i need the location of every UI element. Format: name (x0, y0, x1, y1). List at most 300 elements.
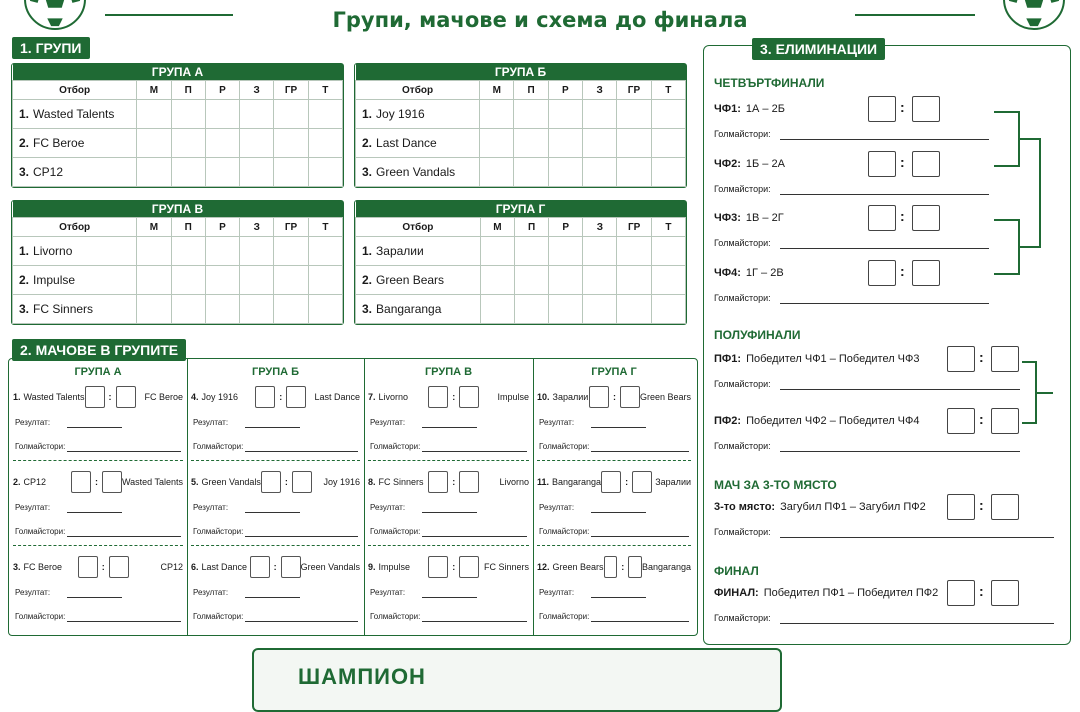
column-header: Р (205, 218, 239, 237)
match-pairing: Победител ЧФ2 – Победител ЧФ4 (746, 415, 920, 427)
result-label: Резултат: (193, 418, 229, 427)
scorers-label: Голмайстори: (15, 442, 66, 451)
match-number: 6. (191, 562, 199, 572)
result-line[interactable] (245, 596, 300, 598)
away-score-box[interactable] (292, 471, 312, 493)
scorers-label: Голмайстори: (193, 527, 244, 536)
score-separator: : (979, 497, 984, 513)
section-elimination-tab: 3. ЕЛИМИНАЦИИ (752, 38, 885, 60)
stat-cell[interactable] (617, 266, 651, 295)
score-separator: : (452, 477, 456, 487)
result-line[interactable] (67, 511, 122, 513)
match-card (533, 461, 695, 543)
result-line[interactable] (422, 426, 477, 428)
match-pairing: 1А – 2Б (745, 103, 785, 115)
scorers-label: Голмайстори: (370, 612, 421, 621)
stat-cell[interactable] (137, 295, 171, 324)
home-score-box[interactable] (428, 471, 448, 493)
bracket-line (1018, 138, 1040, 140)
away-team: Green Bears (639, 392, 691, 402)
match-number: 1. (13, 392, 21, 402)
stat-cell[interactable] (274, 129, 308, 158)
team-row (356, 266, 686, 295)
match-number: 8. (368, 477, 376, 487)
elimination-match (714, 501, 926, 513)
match-card (364, 546, 533, 628)
away-score-box[interactable] (620, 386, 640, 408)
stat-cell[interactable] (583, 266, 617, 295)
match-number: 9. (368, 562, 376, 572)
result-label: Резултат: (193, 588, 229, 597)
stat-cell[interactable] (171, 100, 205, 129)
scorers-label: Голмайстори: (714, 379, 771, 389)
scorers-line[interactable] (780, 248, 989, 249)
stat-cell[interactable] (137, 237, 171, 266)
stat-cell[interactable] (549, 295, 583, 324)
away-team: FC Beroe (144, 392, 183, 402)
stat-cell[interactable] (137, 100, 171, 129)
stat-cell[interactable] (617, 129, 651, 158)
stat-cell[interactable] (205, 266, 239, 295)
column-header: Отбор (356, 81, 480, 100)
team-name: CP12 (33, 165, 64, 179)
result-label: Резултат: (370, 418, 406, 427)
team-row (356, 100, 686, 129)
team-number: 2. (19, 136, 30, 150)
stat-cell[interactable] (205, 100, 239, 129)
home-team: FC Beroe (23, 562, 63, 572)
group-title: ГРУПА А (13, 64, 343, 81)
scorers-label: Голмайстори: (714, 441, 771, 451)
stat-cell[interactable] (651, 129, 685, 158)
column-header: ГР (274, 218, 308, 237)
column-header: Отбор (13, 218, 137, 237)
team-number: 2. (362, 273, 373, 287)
third-place-heading: МАЧ ЗА 3-ТО МЯСТО (714, 478, 837, 492)
away-score-box[interactable] (116, 386, 136, 408)
team-row (13, 100, 343, 129)
elimination-match (714, 353, 920, 365)
stat-cell[interactable] (549, 237, 583, 266)
scorers-line[interactable] (591, 535, 689, 537)
score-separator: : (979, 583, 984, 599)
match-column-title: ГРУПА Б (251, 366, 300, 378)
scorers-line[interactable] (591, 620, 689, 622)
stat-cell[interactable] (480, 295, 514, 324)
away-score-box[interactable] (991, 346, 1019, 372)
column-header: М (137, 218, 171, 237)
scorers-line[interactable] (422, 535, 527, 537)
scorers-label: Голмайстори: (539, 442, 590, 451)
stat-cell[interactable] (308, 100, 342, 129)
stat-cell[interactable] (514, 158, 548, 187)
scorers-label: Голмайстори: (714, 527, 771, 537)
score-separator: : (284, 477, 288, 487)
stat-cell[interactable] (205, 129, 239, 158)
stat-cell[interactable] (240, 295, 274, 324)
stat-cell[interactable] (308, 266, 342, 295)
scorers-label: Голмайстори: (193, 612, 244, 621)
score-separator: : (452, 392, 456, 402)
scorers-line[interactable] (780, 623, 1054, 624)
scorers-line[interactable] (780, 389, 1020, 390)
stat-cell[interactable] (480, 158, 514, 187)
match-card (9, 461, 187, 543)
column-header: М (480, 218, 514, 237)
home-team: Bangaranga (552, 477, 602, 487)
stat-cell[interactable] (240, 100, 274, 129)
stat-cell[interactable] (617, 295, 651, 324)
stat-cell[interactable] (205, 237, 239, 266)
home-score-box[interactable] (868, 205, 896, 231)
quarterfinals-heading: ЧЕТВЪРТФИНАЛИ (714, 76, 825, 90)
bracket-line (1018, 246, 1040, 248)
elimination-match (714, 267, 784, 279)
match-card (9, 376, 187, 458)
home-score-box[interactable] (868, 96, 896, 122)
team-row (13, 129, 343, 158)
scorers-line[interactable] (422, 450, 527, 452)
scorers-line[interactable] (245, 620, 358, 622)
stat-cell[interactable] (274, 266, 308, 295)
home-score-box[interactable] (250, 556, 270, 578)
team-number: 1. (362, 244, 373, 258)
bracket-line (994, 165, 1019, 167)
match-column-title: ГРУПА А (74, 366, 122, 378)
scorers-line[interactable] (67, 535, 181, 537)
stat-cell[interactable] (548, 158, 582, 187)
team-number: 2. (19, 273, 30, 287)
team-row (356, 237, 686, 266)
away-team: Last Dance (314, 392, 361, 402)
stat-cell[interactable] (480, 237, 514, 266)
column-header: П (171, 81, 205, 100)
stat-cell[interactable] (308, 129, 342, 158)
result-label: Резултат: (370, 503, 406, 512)
stat-cell[interactable] (651, 237, 685, 266)
match-pairing: 1Г – 2В (745, 267, 784, 279)
stat-cell[interactable] (617, 100, 651, 129)
away-score-box[interactable] (459, 471, 479, 493)
result-label: Резултат: (15, 588, 51, 597)
team-name: Green Vandals (376, 165, 456, 179)
stat-cell[interactable] (240, 237, 274, 266)
match-card (533, 376, 695, 458)
stat-cell[interactable] (514, 100, 548, 129)
home-score-box[interactable] (85, 386, 105, 408)
result-line[interactable] (422, 511, 477, 513)
score-separator: : (94, 477, 98, 487)
stat-cell[interactable] (548, 100, 582, 129)
scorers-line[interactable] (67, 620, 181, 622)
away-score-box[interactable] (628, 556, 642, 578)
score-separator: : (612, 392, 616, 402)
away-score-box[interactable] (991, 408, 1019, 434)
stat-cell[interactable] (171, 129, 205, 158)
stat-cell[interactable] (308, 237, 342, 266)
scorers-label: Голмайстори: (539, 527, 590, 536)
away-team: Joy 1916 (323, 477, 360, 487)
away-score-box[interactable] (281, 556, 301, 578)
stat-cell[interactable] (651, 158, 685, 187)
result-label: Резултат: (539, 503, 575, 512)
stat-cell[interactable] (582, 129, 616, 158)
stat-cell[interactable] (480, 129, 514, 158)
away-score-box[interactable] (991, 580, 1019, 606)
column-header: Р (548, 81, 582, 100)
away-score-box[interactable] (912, 205, 940, 231)
scorers-line[interactable] (67, 450, 181, 452)
match-column (533, 359, 695, 635)
home-score-box[interactable] (71, 471, 91, 493)
stat-cell[interactable] (480, 100, 514, 129)
away-score-box[interactable] (912, 96, 940, 122)
stat-cell[interactable] (514, 129, 548, 158)
match-code: ЧФ4: (714, 267, 741, 279)
result-label: Резултат: (539, 418, 575, 427)
column-header: Р (549, 218, 583, 237)
match-number: 4. (191, 392, 199, 402)
home-score-box[interactable] (589, 386, 609, 408)
match-pairing: Победител ПФ1 – Победител ПФ2 (763, 587, 939, 599)
team-row (356, 295, 686, 324)
home-team: Wasted Talents (23, 392, 85, 402)
stat-cell[interactable] (582, 158, 616, 187)
away-team: Impulse (497, 392, 530, 402)
column-header: ГР (617, 218, 651, 237)
scorers-label: Голмайстори: (15, 527, 66, 536)
result-line[interactable] (591, 511, 646, 513)
match-pairing: Победител ЧФ1 – Победител ЧФ3 (746, 353, 920, 365)
scorers-line[interactable] (780, 139, 989, 140)
match-column-title: ГРУПА В (424, 366, 473, 378)
match-column (364, 359, 534, 635)
home-team: FC Sinners (378, 477, 424, 487)
result-line[interactable] (591, 596, 646, 598)
home-score-box[interactable] (868, 260, 896, 286)
team-name: FC Beroe (33, 136, 85, 150)
column-header: З (240, 218, 274, 237)
stat-cell[interactable] (308, 158, 342, 187)
stat-cell[interactable] (651, 100, 685, 129)
stat-cell[interactable] (549, 266, 583, 295)
result-line[interactable] (67, 596, 122, 598)
stat-cell[interactable] (171, 237, 205, 266)
stat-cell[interactable] (171, 158, 205, 187)
scorers-line[interactable] (780, 451, 1020, 452)
stat-cell[interactable] (514, 237, 548, 266)
score-separator: : (279, 392, 283, 402)
match-column (9, 359, 188, 635)
section-groups-tab: 1. ГРУПИ (12, 37, 90, 59)
team-number: 2. (362, 136, 373, 150)
team-number: 3. (19, 165, 30, 179)
stat-cell[interactable] (651, 266, 685, 295)
scorers-line[interactable] (780, 303, 989, 304)
match-card (9, 546, 187, 628)
bracket-line (1035, 392, 1053, 394)
home-team: Last Dance (201, 562, 248, 572)
stat-cell[interactable] (274, 100, 308, 129)
column-header: Т (308, 218, 342, 237)
team-name: FC Sinners (33, 302, 94, 316)
home-score-box[interactable] (868, 151, 896, 177)
away-score-box[interactable] (991, 494, 1019, 520)
scorers-label: Голмайстори: (714, 129, 771, 139)
group-matches-panel (8, 358, 698, 636)
match-code: 3-то място: (714, 501, 776, 513)
home-score-box[interactable] (601, 471, 621, 493)
scorers-label: Голмайстори: (714, 613, 771, 623)
scorers-line[interactable] (245, 535, 358, 537)
home-score-box[interactable] (604, 556, 618, 578)
result-line[interactable] (245, 511, 300, 513)
stat-cell[interactable] (171, 295, 205, 324)
score-separator: : (108, 392, 112, 402)
result-line[interactable] (422, 596, 477, 598)
match-card (533, 546, 695, 628)
stat-cell[interactable] (617, 237, 651, 266)
section-matches-tab: 2. МАЧОВЕ В ГРУПИТЕ (12, 339, 186, 361)
away-score-box[interactable] (459, 386, 479, 408)
away-score-box[interactable] (632, 471, 652, 493)
elimination-match (714, 158, 785, 170)
home-score-box[interactable] (947, 494, 975, 520)
away-score-box[interactable] (459, 556, 479, 578)
team-name: Last Dance (376, 136, 437, 150)
column-header: ГР (617, 81, 651, 100)
stat-cell[interactable] (514, 266, 548, 295)
scorers-line[interactable] (422, 620, 527, 622)
away-score-box[interactable] (912, 260, 940, 286)
stat-cell[interactable] (137, 158, 171, 187)
home-score-box[interactable] (428, 386, 448, 408)
result-label: Резултат: (539, 588, 575, 597)
column-header: З (583, 218, 617, 237)
match-number: 12. (537, 562, 550, 572)
team-row (13, 266, 343, 295)
stat-cell[interactable] (274, 295, 308, 324)
away-score-box[interactable] (286, 386, 306, 408)
away-score-box[interactable] (912, 151, 940, 177)
away-team: Wasted Talents (121, 477, 183, 487)
away-score-box[interactable] (102, 471, 122, 493)
stat-cell[interactable] (480, 266, 514, 295)
group-table (11, 63, 344, 188)
match-pairing: 1Б – 2А (745, 158, 785, 170)
home-score-box[interactable] (78, 556, 98, 578)
score-separator: : (979, 349, 984, 365)
scorers-label: Голмайстори: (714, 238, 771, 248)
stat-cell[interactable] (205, 158, 239, 187)
column-header: П (514, 81, 548, 100)
column-header: Отбор (356, 218, 481, 237)
scorers-line[interactable] (245, 450, 358, 452)
stat-cell[interactable] (514, 295, 548, 324)
stat-cell[interactable] (617, 158, 651, 187)
stat-cell[interactable] (240, 158, 274, 187)
stat-cell[interactable] (240, 266, 274, 295)
stat-cell[interactable] (308, 295, 342, 324)
stat-cell[interactable] (171, 266, 205, 295)
bracket-line (1022, 361, 1036, 363)
stat-cell[interactable] (137, 266, 171, 295)
bracket-line (1039, 138, 1041, 248)
group-title: ГРУПА Б (356, 64, 686, 81)
score-separator: : (900, 154, 905, 170)
stat-cell[interactable] (137, 129, 171, 158)
stat-cell[interactable] (240, 129, 274, 158)
home-score-box[interactable] (947, 408, 975, 434)
champion-label: ШАМПИОН (298, 664, 426, 689)
scorers-label: Голмайстори: (193, 442, 244, 451)
team-name: Livorno (33, 244, 73, 258)
scorers-label: Голмайстори: (714, 293, 771, 303)
match-code: ЧФ3: (714, 212, 741, 224)
page-subtitle: Групи, мачове и схема до финала (332, 8, 748, 32)
match-number: 3. (13, 562, 21, 572)
bracket-line (994, 111, 1019, 113)
home-score-box[interactable] (255, 386, 275, 408)
score-separator: : (900, 263, 905, 279)
away-team: Livorno (499, 477, 530, 487)
home-team: Зaралии (552, 392, 589, 402)
team-row (13, 158, 343, 187)
home-score-box[interactable] (261, 471, 281, 493)
scorers-line[interactable] (591, 450, 689, 452)
scorers-line[interactable] (780, 537, 1054, 538)
stat-cell[interactable] (274, 237, 308, 266)
result-line[interactable] (67, 426, 122, 428)
team-number: 1. (19, 244, 30, 258)
team-number: 1. (362, 107, 373, 121)
stat-cell[interactable] (205, 295, 239, 324)
score-separator: : (625, 477, 629, 487)
stat-cell[interactable] (548, 129, 582, 158)
column-header: М (480, 81, 514, 100)
stat-cell[interactable] (274, 158, 308, 187)
home-team: Joy 1916 (201, 392, 239, 402)
bracket-line (1022, 422, 1036, 424)
score-separator: : (900, 208, 905, 224)
scorers-label: Голмайстори: (539, 612, 590, 621)
away-score-box[interactable] (109, 556, 129, 578)
team-name: Joy 1916 (376, 107, 425, 121)
result-label: Резултат: (193, 503, 229, 512)
home-score-box[interactable] (947, 580, 975, 606)
result-line[interactable] (591, 426, 646, 428)
home-score-box[interactable] (428, 556, 448, 578)
team-name: Bangaranga (376, 302, 442, 316)
group-table (354, 63, 687, 188)
home-score-box[interactable] (947, 346, 975, 372)
team-number: 3. (362, 165, 373, 179)
stat-cell[interactable] (582, 100, 616, 129)
home-team: Green Bears (552, 562, 604, 572)
score-separator: : (900, 99, 905, 115)
elimination-match (714, 415, 920, 427)
column-header: М (137, 81, 171, 100)
stat-cell[interactable] (583, 237, 617, 266)
scorers-line[interactable] (780, 194, 989, 195)
result-label: Резултат: (370, 588, 406, 597)
stat-cell[interactable] (583, 295, 617, 324)
match-pairing: Загубил ПФ1 – Загубил ПФ2 (780, 501, 926, 513)
team-row (13, 237, 343, 266)
stat-cell[interactable] (651, 295, 685, 324)
result-line[interactable] (245, 426, 300, 428)
home-team: CP12 (23, 477, 47, 487)
